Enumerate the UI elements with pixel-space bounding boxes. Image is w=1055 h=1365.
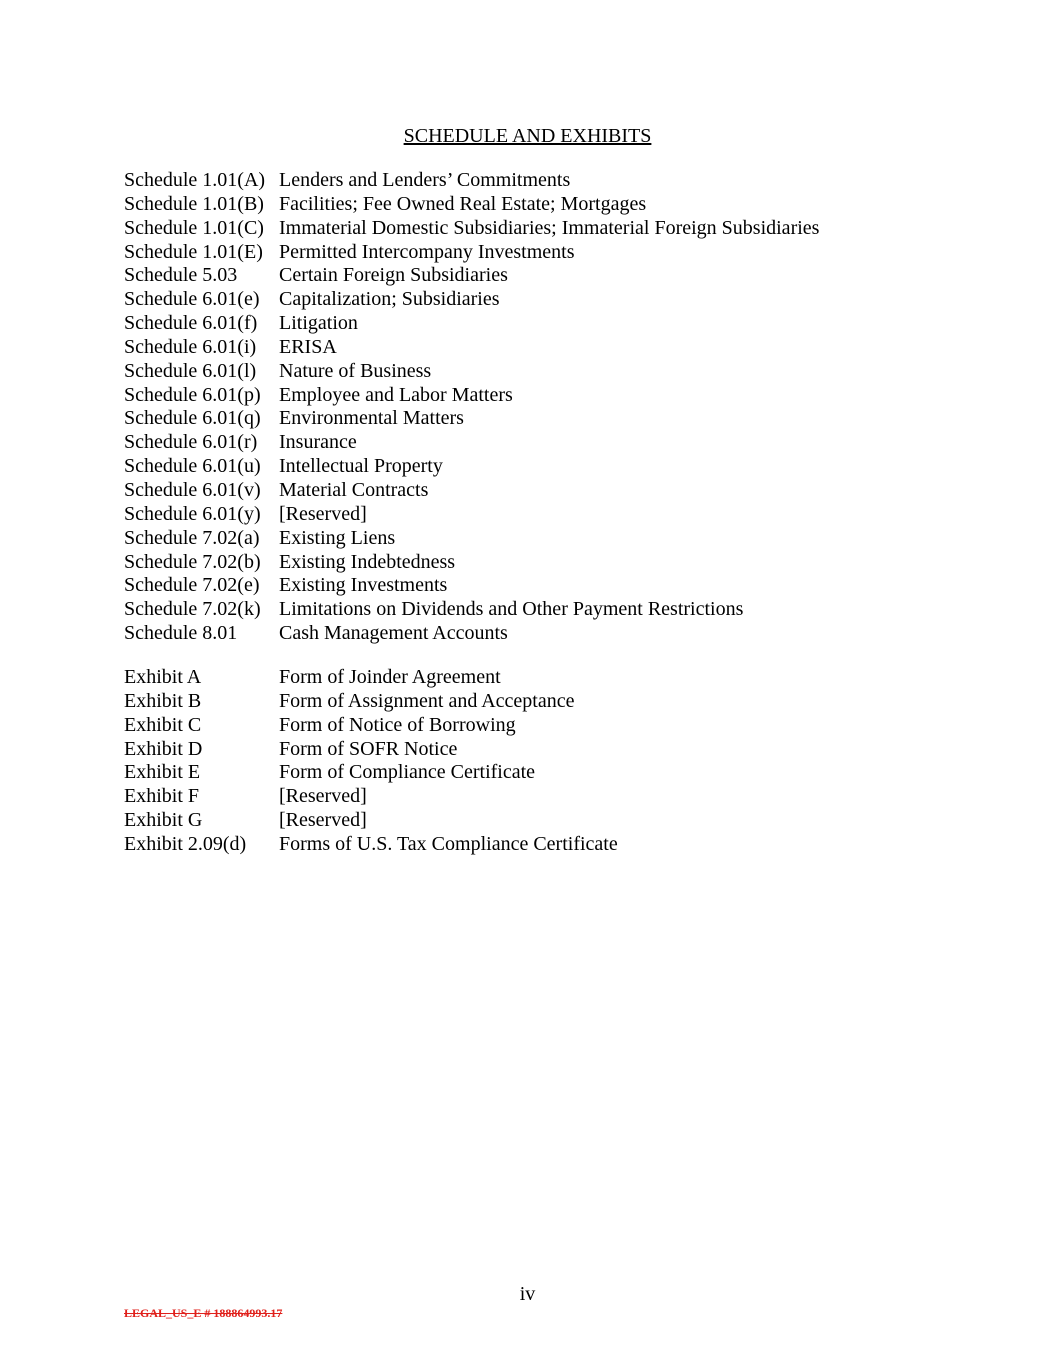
schedule-description: Certain Foreign Subsidiaries xyxy=(279,264,508,287)
schedule-code: Schedule 6.01(r) xyxy=(124,431,258,454)
schedule-code: Schedule 7.02(e) xyxy=(124,574,260,597)
schedule-code: Schedule 6.01(f) xyxy=(124,312,258,335)
schedule-description: Insurance xyxy=(279,431,357,454)
schedule-code: Schedule 6.01(u) xyxy=(124,455,261,478)
schedule-description: Existing Investments xyxy=(279,574,448,597)
schedule-code: Schedule 1.01(A) xyxy=(124,169,266,191)
exhibit-code: Exhibit F xyxy=(124,785,200,808)
schedule-code: Schedule 1.01(C) xyxy=(124,216,264,239)
schedule-description: ERISA xyxy=(279,335,337,358)
exhibit-description: Form of Compliance Certificate xyxy=(279,761,536,784)
schedule-code: Schedule 6.01(v) xyxy=(124,478,261,501)
schedule-description: Existing Liens xyxy=(279,526,396,549)
schedule-description: Immaterial Domestic Subsidiaries; Immaterial Foreign Subsidiaries xyxy=(279,216,820,239)
schedule-code: Schedule 7.02(b) xyxy=(124,550,261,573)
schedule-description: Nature of Business xyxy=(279,359,432,382)
schedule-code: Schedule 6.01(i) xyxy=(124,335,257,358)
schedule-description: Material Contracts xyxy=(279,478,429,501)
exhibit-code: Exhibit G xyxy=(124,809,203,832)
exhibit-description: Forms of U.S. Tax Compliance Certificate xyxy=(279,832,618,855)
schedule-description: Cash Management Accounts xyxy=(279,622,508,645)
schedule-description: Limitations on Dividends and Other Payment Restrictions xyxy=(279,598,744,621)
schedule-code: Schedule 7.02(k) xyxy=(124,598,261,621)
schedule-code: Schedule 5.03 xyxy=(124,264,238,287)
schedule-code: Schedule 8.01 xyxy=(124,622,238,645)
schedule-description: Intellectual Property xyxy=(279,455,443,478)
exhibit-code: Exhibit D xyxy=(124,737,203,760)
exhibit-code: Exhibit C xyxy=(124,713,202,736)
exhibit-code: Exhibit A xyxy=(124,666,202,688)
exhibit-description: [Reserved] xyxy=(279,809,367,832)
schedule-code: Schedule 6.01(l) xyxy=(124,359,257,382)
schedule-code: Schedule 1.01(E) xyxy=(124,240,263,263)
schedule-description: Permitted Intercompany Investments xyxy=(279,240,575,263)
exhibit-description: Form of Joinder Agreement xyxy=(279,666,501,688)
schedule-description: [Reserved] xyxy=(279,502,367,525)
schedule-description: Existing Indebtedness xyxy=(279,550,456,573)
page-title: SCHEDULE AND EXHIBITS xyxy=(403,125,652,147)
schedule-description: Environmental Matters xyxy=(279,407,464,430)
schedule-code: Schedule 6.01(y) xyxy=(124,502,261,525)
exhibit-description: Form of Notice of Borrowing xyxy=(279,713,516,736)
exhibit-code: Exhibit 2.09(d) xyxy=(124,832,247,855)
exhibit-description: Form of SOFR Notice xyxy=(279,737,458,760)
page-number: iv xyxy=(519,1283,536,1305)
schedule-code: Schedule 7.02(a) xyxy=(124,526,260,549)
schedule-code: Schedule 6.01(p) xyxy=(124,383,261,406)
schedule-description: Litigation xyxy=(279,312,358,335)
schedule-description: Capitalization; Subsidiaries xyxy=(279,288,500,311)
exhibit-description: Form of Assignment and Acceptance xyxy=(279,689,575,712)
schedule-description: Employee and Labor Matters xyxy=(279,383,513,406)
schedule-code: Schedule 1.01(B) xyxy=(124,192,264,215)
exhibit-code: Exhibit B xyxy=(124,689,202,712)
schedule-description: Facilities; Fee Owned Real Estate; Mortgages xyxy=(279,192,647,215)
document-id: LEGAL_US_E # 188864993.17 xyxy=(124,1306,283,1320)
exhibit-code: Exhibit E xyxy=(124,761,201,784)
schedule-code: Schedule 6.01(q) xyxy=(124,407,261,430)
schedule-code: Schedule 6.01(e) xyxy=(124,288,260,311)
schedule-description: Lenders and Lenders’ Commitments xyxy=(279,169,571,191)
exhibit-description: [Reserved] xyxy=(279,785,367,808)
